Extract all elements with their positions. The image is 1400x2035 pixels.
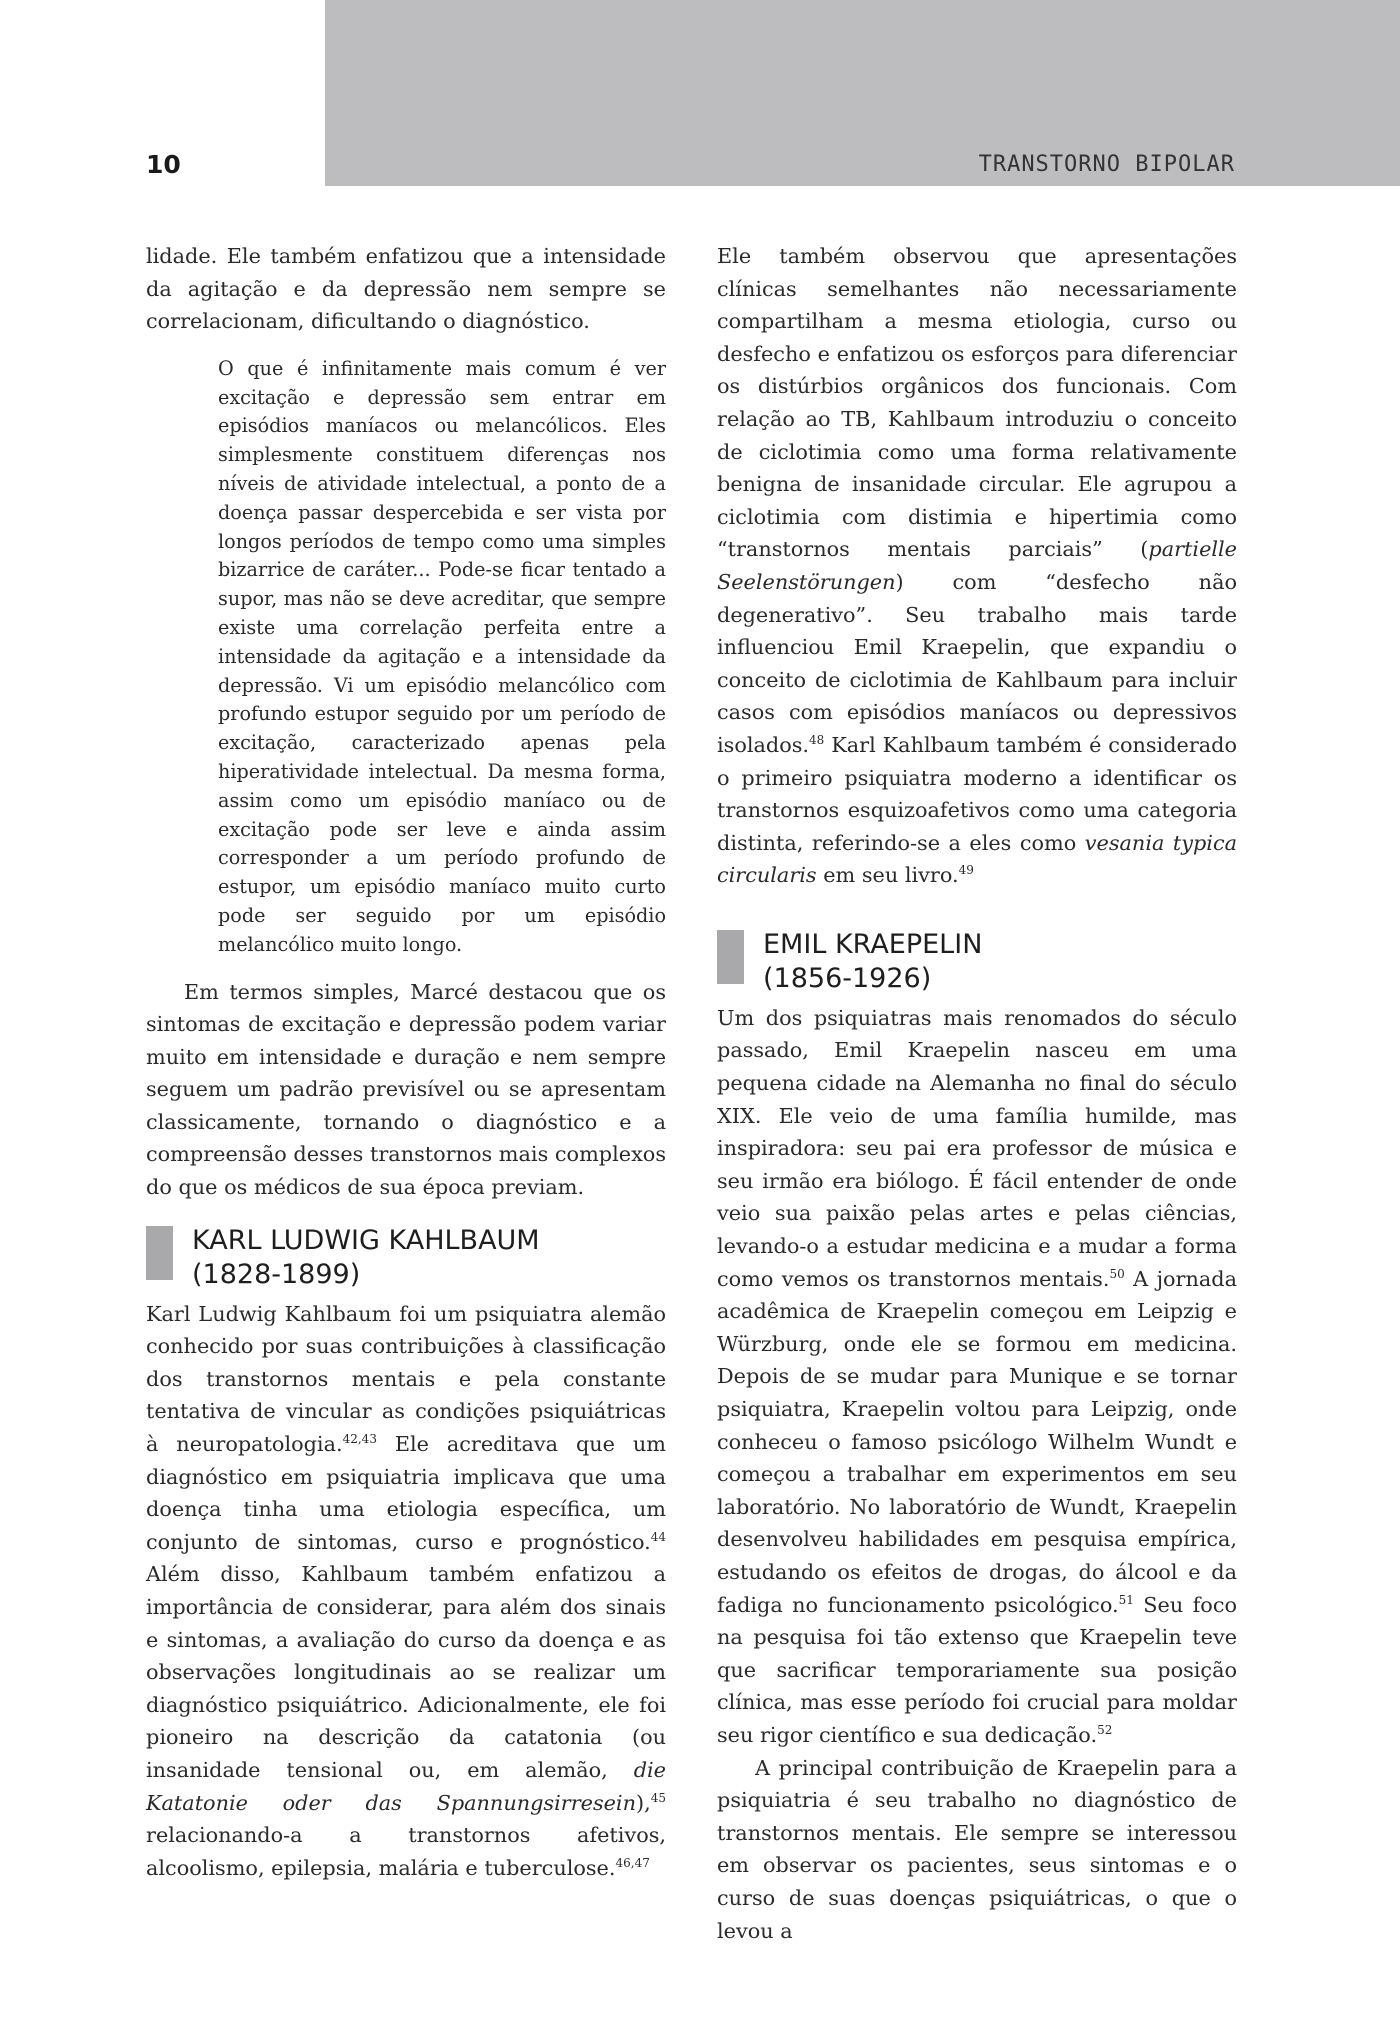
reference-superscript: 50 <box>1109 1266 1125 1281</box>
paragraph: Karl Ludwig Kahlbaum foi um psiquiatra alemão conhecido por suas contribuições à classificação dos transtornos mentais e pela constante tentativa de vincular as condições psiquiátricas à neuropatologia.$^{42,43}$ Ele acreditava que um diagnóstico em psiquiatria implicava que uma doença tinha uma etiologia específica, um conjunto de sintomas, curso e prognóstico.$^{44}$ Além disso, Kahlbaum também enfatizou a importância de considerar, para além dos sinais e sintomas, a avaliação do curso da doença e as observações longitudinais ao se realizar um diagnóstico psiquiátrico. Adicionalmente, ele foi pioneiro na descrição da catatonia (ou insanidade tensional ou, em alemão, die Katatonie oder das Spannungsirresein),$^{45}$ relacionando-a a transtornos afetivos, alcoolismo, epilepsia, malária e tuberculose.$^{46,47}$ <box>146 1301 666 1880</box>
running-title: TRANSTORNO BIPOLAR <box>978 152 1235 177</box>
header-band <box>325 0 1400 186</box>
paragraph: Em termos simples, Marcé destacou que os sintomas de excitação e depressão podem variar muito em intensidade e duração e nem sempre seguem um padrão previsível ou se apresentam classicamente, tornando o diagnóstico e a compreensão desses transtornos mais complexos do que os médicos de sua época previam. <box>146 979 666 1200</box>
paragraph: Um dos psiquiatras mais renomados do século passado, Emil Kraepelin nasceu em uma pequena cidade na Alemanha no final do século XIX. Ele veio de uma família humilde, mas inspiradora: seu pai era professor de música e seu irmão era biólogo. É fácil entender de onde veio sua paixão pelas artes e pelas ciências, levando-o a estudar medicina e a mudar a forma como vemos os transtornos mentais.$^{50}$ A jornada acadêmica de Kraepelin começou em Leipzig e Würzburg, onde ele se formou em medicina. Depois de se mudar para Munique e se tornar psiquiatra, Kraepelin voltou para Leipzig, onde conheceu o famoso psicólogo Wilhelm Wundt e começou a trabalhar em experimentos em seu laboratório. No laboratório de Wundt, Kraepelin desenvolveu habilidades em pesquisa empírica, estudando os efeitos de drogas, do álcool e da fadiga no funcionamento psicológico.$^{51}$ Seu foco na pesquisa foi tão extenso que Kraepelin teve que sacrificar temporariamente sua posição clínica, mas esse período foi crucial para moldar seu rigor científico e sua dedicação.$^{52}$ <box>717 1005 1237 1747</box>
heading-bar-marker <box>717 930 744 984</box>
reference-superscript: 42,43 <box>342 1432 377 1447</box>
heading-bar-marker <box>146 1226 173 1280</box>
section-heading-kraepelin <box>717 928 1237 996</box>
left-column <box>146 240 666 1884</box>
heading-title: KARL LUDWIG KAHLBAUM <box>192 1224 540 1256</box>
paragraph: A principal contribuição de Kraepelin para a psiquiatria é seu trabalho no diagnóstico de transtornos mentais. Ele sempre se interessou em observar os pacientes, seus sintomas e o curso de suas doenças psiquiátricas, o que o levou a <box>717 1755 1237 1943</box>
paragraph: Ele também observou que apresentações clínicas semelhantes não necessariamente compartilham a mesma etiologia, curso ou desfecho e enfatizou os esforços para diferenciar os distúrbios orgânicos dos funcionais. Com relação ao TB, Kahlbaum introduziu o conceito de ciclotimia como uma forma relativamente benigna de insanidade circular. Ele agrupou a ciclotimia com distimia e hipertimia como “transtornos mentais parciais” (partielle Seelenstörungen) com “desfecho não degenerativo”. Seu trabalho mais tarde influenciou Emil Kraepelin, que expandiu o conceito de ciclotimia de Kahlbaum para incluir casos com episódios maníacos ou depressivos isolados.$^{48}$ Karl Kahlbaum também é considerado o primeiro psiquiatra moderno a identificar os transtornos esquizoafetivos como uma categoria distinta, referindo-se a eles como vesania typica circularis em seu livro.$^{49}$ <box>717 244 1237 888</box>
right-column <box>717 240 1237 1947</box>
reference-superscript: 49 <box>958 863 974 878</box>
page-number: 10 <box>146 150 181 179</box>
reference-superscript: 51 <box>1118 1592 1134 1607</box>
reference-superscript: 44 <box>650 1529 666 1544</box>
heading-dates: (1856-1926) <box>763 962 932 994</box>
heading-title: EMIL KRAEPELIN <box>763 928 983 960</box>
reference-superscript: 48 <box>809 732 825 747</box>
reference-superscript: 52 <box>1097 1723 1113 1738</box>
paragraph: lidade. Ele também enfatizou que a intensidade da agitação e da depressão nem sempre se correlacionam, dificultando o diagnóstico. <box>146 244 666 334</box>
section-heading-kahlbaum <box>146 1224 666 1292</box>
block-quote: O que é infinitamente mais comum é ver excitação e depressão sem entrar em episódios maníacos ou melancólicos. Eles simplesmente constituem diferenças nos níveis de atividade intelectual, a ponto de a doença passar despercebida e ser vista por longos períodos de tempo como uma simples bizarrice de caráter... Pode-se ficar tentado a supor, mas não se deve acreditar, que sempre existe uma correlação perfeita entre a intensidade da agitação e a intensidade da depressão. Vi um episódio melancólico com profundo estupor seguido por um período de excitação, caracterizado apenas pela hiperatividade intelectual. Da mesma forma, assim como um episódio maníaco ou de excitação pode ser leve e ainda assim corresponder a um período profundo de estupor, um episódio maníaco muito curto pode ser seguido por um episódio melancólico muito longo. <box>218 356 666 956</box>
heading-dates: (1828-1899) <box>192 1258 361 1290</box>
reference-superscript: 45 <box>650 1790 666 1805</box>
reference-superscript: 46,47 <box>615 1855 650 1870</box>
